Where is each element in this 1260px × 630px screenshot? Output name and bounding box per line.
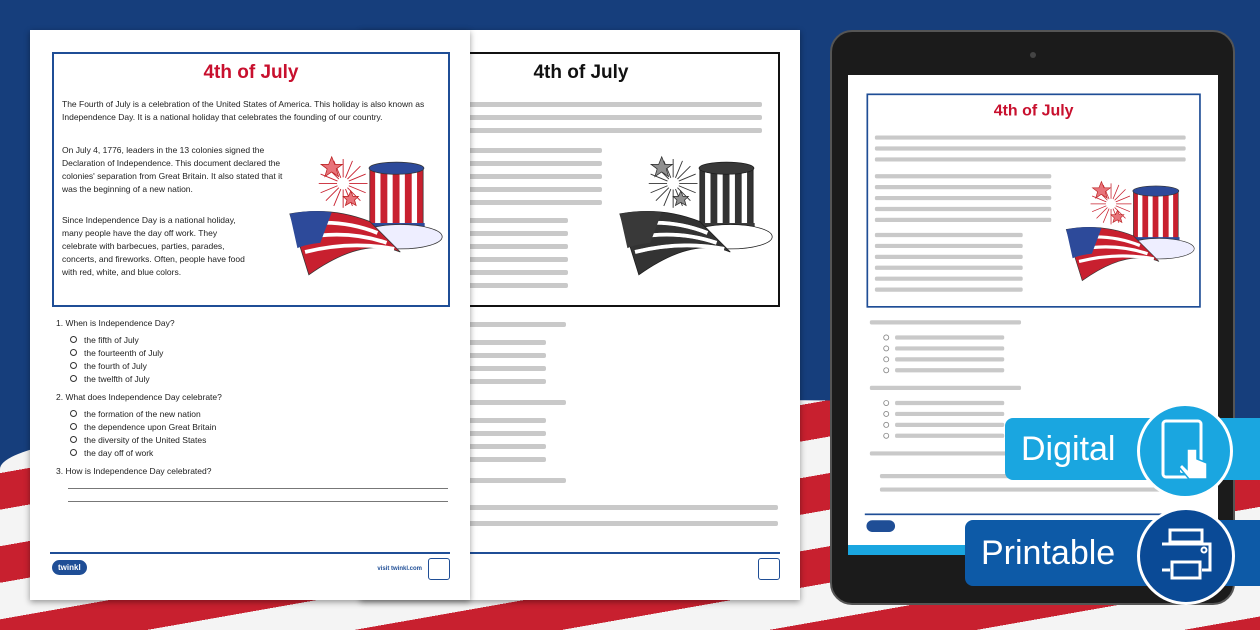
paragraph: On July 4, 1776, leaders in the 13 colonies signed the Declaration of Independence. This document declared the colonies' separation from Great Britain. It also stated that it was the beginning of a new nation.	[62, 145, 283, 194]
radio-button[interactable]	[70, 436, 77, 443]
text-placeholder	[895, 412, 1004, 416]
text-placeholder	[895, 368, 1004, 372]
answer-option[interactable]	[70, 346, 446, 359]
text-placeholder	[875, 277, 1023, 281]
radio-button[interactable]	[70, 349, 77, 356]
option-label: the day off of work	[84, 447, 154, 458]
text-placeholder	[875, 233, 1023, 237]
hat-flag-fireworks-illustration	[286, 144, 446, 299]
questions	[56, 318, 446, 509]
radio-placeholder	[883, 422, 889, 428]
printable-label: Printable	[981, 533, 1116, 572]
radio-button[interactable]	[70, 410, 77, 417]
option-label: the formation of the new nation	[84, 408, 201, 419]
quality-badge-icon	[428, 558, 450, 580]
text-placeholder	[895, 335, 1004, 339]
text-placeholder	[880, 487, 1199, 491]
option-label: the dependence upon Great Britain	[84, 421, 217, 432]
quality-badge-icon	[758, 558, 780, 580]
answer-option[interactable]	[70, 407, 446, 420]
text-placeholder	[875, 196, 1051, 200]
radio-placeholder	[883, 411, 889, 417]
text-placeholder	[875, 218, 1051, 222]
answer-option[interactable]	[70, 433, 446, 446]
radio-button[interactable]	[70, 336, 77, 343]
paragraph: Since Independence Day is a national holiday, many people have the day off work. They celebrate with barbecues, parties, parades, concerts, and fireworks. Often, people have food with red, white, and blue colors.	[62, 215, 245, 277]
text-placeholder	[870, 451, 1021, 455]
digital-label: Digital	[1021, 429, 1116, 468]
radio-placeholder	[883, 335, 889, 341]
radio-button[interactable]	[70, 375, 77, 382]
question-text: 1. When is Independence Day?	[56, 318, 175, 328]
answer-option[interactable]	[70, 372, 446, 385]
text-placeholder	[895, 357, 1004, 361]
text-placeholder	[870, 386, 1021, 390]
text-placeholder	[875, 255, 1023, 259]
worksheet-title: 4th of July	[993, 101, 1074, 120]
radio-placeholder	[883, 356, 889, 362]
question	[56, 392, 446, 459]
answer-option[interactable]	[70, 359, 446, 372]
answer-option[interactable]	[70, 333, 446, 346]
option-label: the fourteenth of July	[84, 347, 164, 358]
text-placeholder	[875, 207, 1051, 211]
worksheet-color	[30, 30, 470, 600]
text-placeholder	[875, 288, 1023, 292]
tablet-touch-icon	[1137, 403, 1233, 499]
hat-flag-fireworks-illustration	[616, 144, 776, 299]
question	[56, 466, 446, 502]
text-placeholder	[895, 346, 1004, 350]
option-label: the fourth of July	[84, 360, 147, 371]
text-placeholder	[875, 244, 1023, 248]
reading-passage-box	[52, 52, 450, 307]
option-label: the fifth of July	[84, 334, 139, 345]
question-text: 3. How is Independence Day celebrated?	[56, 466, 212, 476]
text-placeholder	[870, 320, 1021, 324]
radio-placeholder	[883, 345, 889, 351]
text-placeholder	[875, 135, 1186, 139]
radio-placeholder	[883, 367, 889, 373]
hat-flag-fireworks-illustration	[1063, 171, 1197, 301]
question-text: 2. What does Independence Day celebrate?	[56, 392, 222, 402]
paragraph: The Fourth of July is a celebration of the United States of America. This holiday is also known as Independence Day. It is a national holiday that celebrates the founding of our country.	[62, 99, 425, 122]
text-placeholder	[875, 157, 1186, 161]
footer	[50, 552, 450, 572]
option-label: the twelfth of July	[84, 373, 150, 384]
text-placeholder	[875, 146, 1186, 150]
worksheet-title: 4th of July	[533, 62, 629, 83]
text-placeholder	[875, 174, 1051, 178]
radio-button[interactable]	[70, 423, 77, 430]
text-placeholder	[895, 434, 1004, 438]
twinkl-logo-mark	[866, 520, 895, 532]
answer-line[interactable]	[68, 501, 448, 502]
answer-option[interactable]	[70, 446, 446, 459]
footer	[865, 513, 1201, 515]
answer-line[interactable]	[68, 488, 448, 489]
radio-button[interactable]	[70, 449, 77, 456]
printer-icon	[1137, 507, 1235, 605]
text-placeholder	[895, 423, 1004, 427]
option-label: the diversity of the United States	[84, 434, 207, 445]
visit-link[interactable]: visit twinkl.com	[377, 566, 422, 572]
text-placeholder	[895, 401, 1004, 405]
worksheet-title: 4th of July	[203, 62, 299, 83]
reading-passage-box	[866, 93, 1200, 307]
tablet-camera	[1030, 52, 1036, 58]
radio-placeholder	[883, 433, 889, 439]
radio-button[interactable]	[70, 362, 77, 369]
question	[56, 318, 446, 385]
radio-placeholder	[883, 400, 889, 406]
text-placeholder	[875, 185, 1051, 189]
text-placeholder	[875, 266, 1023, 270]
twinkl-logo: twinkl	[52, 560, 87, 575]
answer-option[interactable]	[70, 420, 446, 433]
